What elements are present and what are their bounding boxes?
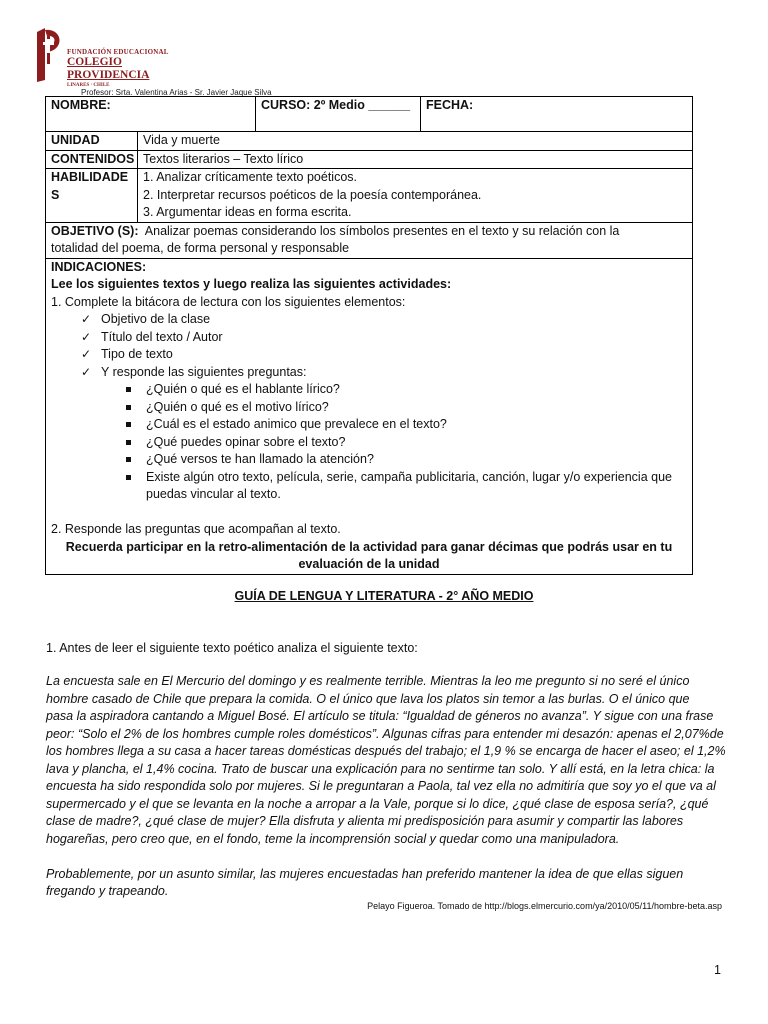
profesor-line: Profesor: Srta. Valentina Arias - Sr. Javier Jaque Silva xyxy=(81,88,272,97)
habilidad-item: 2. Interpretar recursos poéticos de la poesía contemporánea. xyxy=(143,187,482,202)
habilidades-label-line-2: S xyxy=(51,187,60,202)
habilidad-item: 3. Argumentar ideas en forma escrita. xyxy=(143,205,352,219)
question-item: ¿Cuál es el estado animico que prevalece en el texto? xyxy=(51,416,687,434)
passage-paragraph-1 xyxy=(46,673,726,848)
question-list xyxy=(51,381,687,504)
habilidades-label xyxy=(46,169,138,222)
contenidos-value: Textos literarios – Texto lírico xyxy=(143,151,304,166)
question-item xyxy=(51,469,687,504)
reminder-line-2: evaluación de la unidad xyxy=(298,557,440,571)
objetivo-text xyxy=(46,223,692,258)
passage-line: encuesta ha sido respondida solo por mujeres. Si le preguntaran a Paola, tal vez ella no admitiría que soy yo el que va al xyxy=(46,779,716,793)
intro-instruction: 1. Antes de leer el siguiente texto poético analiza el siguiente texto: xyxy=(46,641,418,655)
question-item: ¿Quién o qué es el hablante lírico? xyxy=(51,381,687,399)
checklist-item: ✓ Y responde las siguientes preguntas: xyxy=(51,364,687,382)
checklist-item: ✓ Título del texto / Autor xyxy=(51,329,687,347)
reading-passage xyxy=(46,673,726,901)
unidad-label: UNIDAD xyxy=(46,132,138,150)
school-crest-icon xyxy=(33,26,67,84)
habilidad-item: 1. Analizar críticamente texto poéticos. xyxy=(143,170,357,184)
passage-line: hombre casado de Chile que prepara la comida. O el único que lava los platos sin temor a las burlas. O el único que xyxy=(46,691,690,706)
institution-line-1: FUNDACIÓN EDUCACIONAL xyxy=(67,48,169,56)
question-last-line-2: puedas vincular al texto. xyxy=(146,487,281,501)
unidad-value: Vida y muerte xyxy=(143,133,220,147)
unit-info-table xyxy=(45,131,693,575)
passage-line: hogareñas, pero creo que, en el fondo, teme la incomprensión social y quedar como una manipuladora. xyxy=(46,831,620,846)
question-item: ¿Quién o qué es el motivo lírico? xyxy=(51,399,687,417)
fecha-field[interactable]: FECHA: xyxy=(426,98,474,112)
passage-line: pasa la aspiradora cantando a Miguel Bosé. El artículo se titula: “Igualdad de géneros no avanza”. Y sigue con una frase xyxy=(46,709,714,723)
objetivo-label: OBJETIVO (S): xyxy=(51,223,139,238)
checklist xyxy=(51,311,687,381)
indicaciones-lead: Lee los siguientes textos y luego realiza las siguientes actividades: xyxy=(51,277,452,291)
passage-line: supermercado y el que se levanta en la noche a arropar a la Vale, porque si lo dice, ¿qué clase de esposa sería?, ¿qué xyxy=(46,796,709,811)
habilidades-label-line-1: HABILIDADE xyxy=(51,170,129,184)
institution-line-2: COLEGIO PROVIDENCIA xyxy=(67,56,150,81)
objetivo-row xyxy=(46,222,692,258)
student-info-table xyxy=(45,96,693,132)
indicaciones-title: INDICACIONES: xyxy=(51,259,147,274)
checklist-item: ✓ Objetivo de la clase xyxy=(51,311,687,329)
passage-line: fregando y trapeando. xyxy=(46,884,169,898)
passage-line: clase de madre?, ¿qué clase de mujer? Ella disfruta y alienta mi predisposición para asumir y compartir las labores xyxy=(46,814,684,828)
reminder-line-1: Recuerda participar en la retro-alimentación de la actividad para ganar décimas que podrás usar en tu xyxy=(65,539,673,554)
nombre-field[interactable]: NOMBRE: xyxy=(46,97,256,131)
guide-title: GUÍA DE LENGUA Y LITERATURA - 2° AÑO MEDIO xyxy=(234,589,534,603)
page-number: 1 xyxy=(714,963,721,977)
question-item: ¿Qué puedes opinar sobre el texto? xyxy=(51,434,687,452)
passage-line: peor: “Solo el 2% de los hombres cumple roles domésticos”. Algunas cifras para entender mi desazón: apenas el 2,07%de xyxy=(46,726,724,741)
question-item: ¿Qué versos te han llamado la atención? xyxy=(51,451,687,469)
curso-field[interactable]: CURSO: 2º Medio ______ xyxy=(256,97,421,131)
passage-line: Probablemente, por un asunto similar, las mujeres encuestadas han preferido mantener la idea de que ellas siguen xyxy=(46,866,684,881)
question-last-line-1: Existe algún otro texto, película, serie, campaña publicitaria, canción, lugar y/o experiencia que xyxy=(146,469,672,484)
school-logo xyxy=(33,26,183,88)
indicaciones-block xyxy=(46,259,692,574)
habilidades-row xyxy=(46,168,692,222)
institution-name xyxy=(67,48,183,89)
contenidos-row xyxy=(46,150,692,169)
contenidos-label: CONTENIDOS xyxy=(46,151,138,169)
indicaciones-row xyxy=(46,258,692,574)
unidad-row xyxy=(46,132,692,150)
objetivo-value-line-2: totalidad del poema, de forma personal y responsable xyxy=(51,241,350,255)
indicaciones-step-2: 2. Responde las preguntas que acompañan al texto. xyxy=(51,522,341,536)
passage-line: lava y plancha, el 1,4% cocina. Trato de buscar una explicación para no sentirme tan solo. Y allí está, en la letra chica: la xyxy=(46,761,715,776)
passage-line: los hombres llega a su casa a hacer tareas domésticas después del trabajo; el 1,9 % se encarga de hacer el aseo; el 1,2% xyxy=(46,744,726,758)
checklist-item: ✓ Tipo de texto xyxy=(51,346,687,364)
source-citation: Pelayo Figueroa. Tomado de http://blogs.elmercurio.com/ya/2010/05/11/hombre-beta.asp xyxy=(367,901,722,911)
institution-line-3: LINARES · CHILE xyxy=(67,83,110,88)
indicaciones-step-1: 1. Complete la bitácora de lectura con los siguientes elementos: xyxy=(51,294,406,309)
habilidades-list xyxy=(138,169,692,222)
passage-line: La encuesta sale en El Mercurio del domingo y es realmente terrible. Mientras la leo me pregunto si no seré el único xyxy=(46,674,690,688)
passage-paragraph-2 xyxy=(46,866,726,901)
objetivo-value-line-1: Analizar poemas considerando los símbolos presentes en el texto y su relación con la xyxy=(144,223,620,238)
